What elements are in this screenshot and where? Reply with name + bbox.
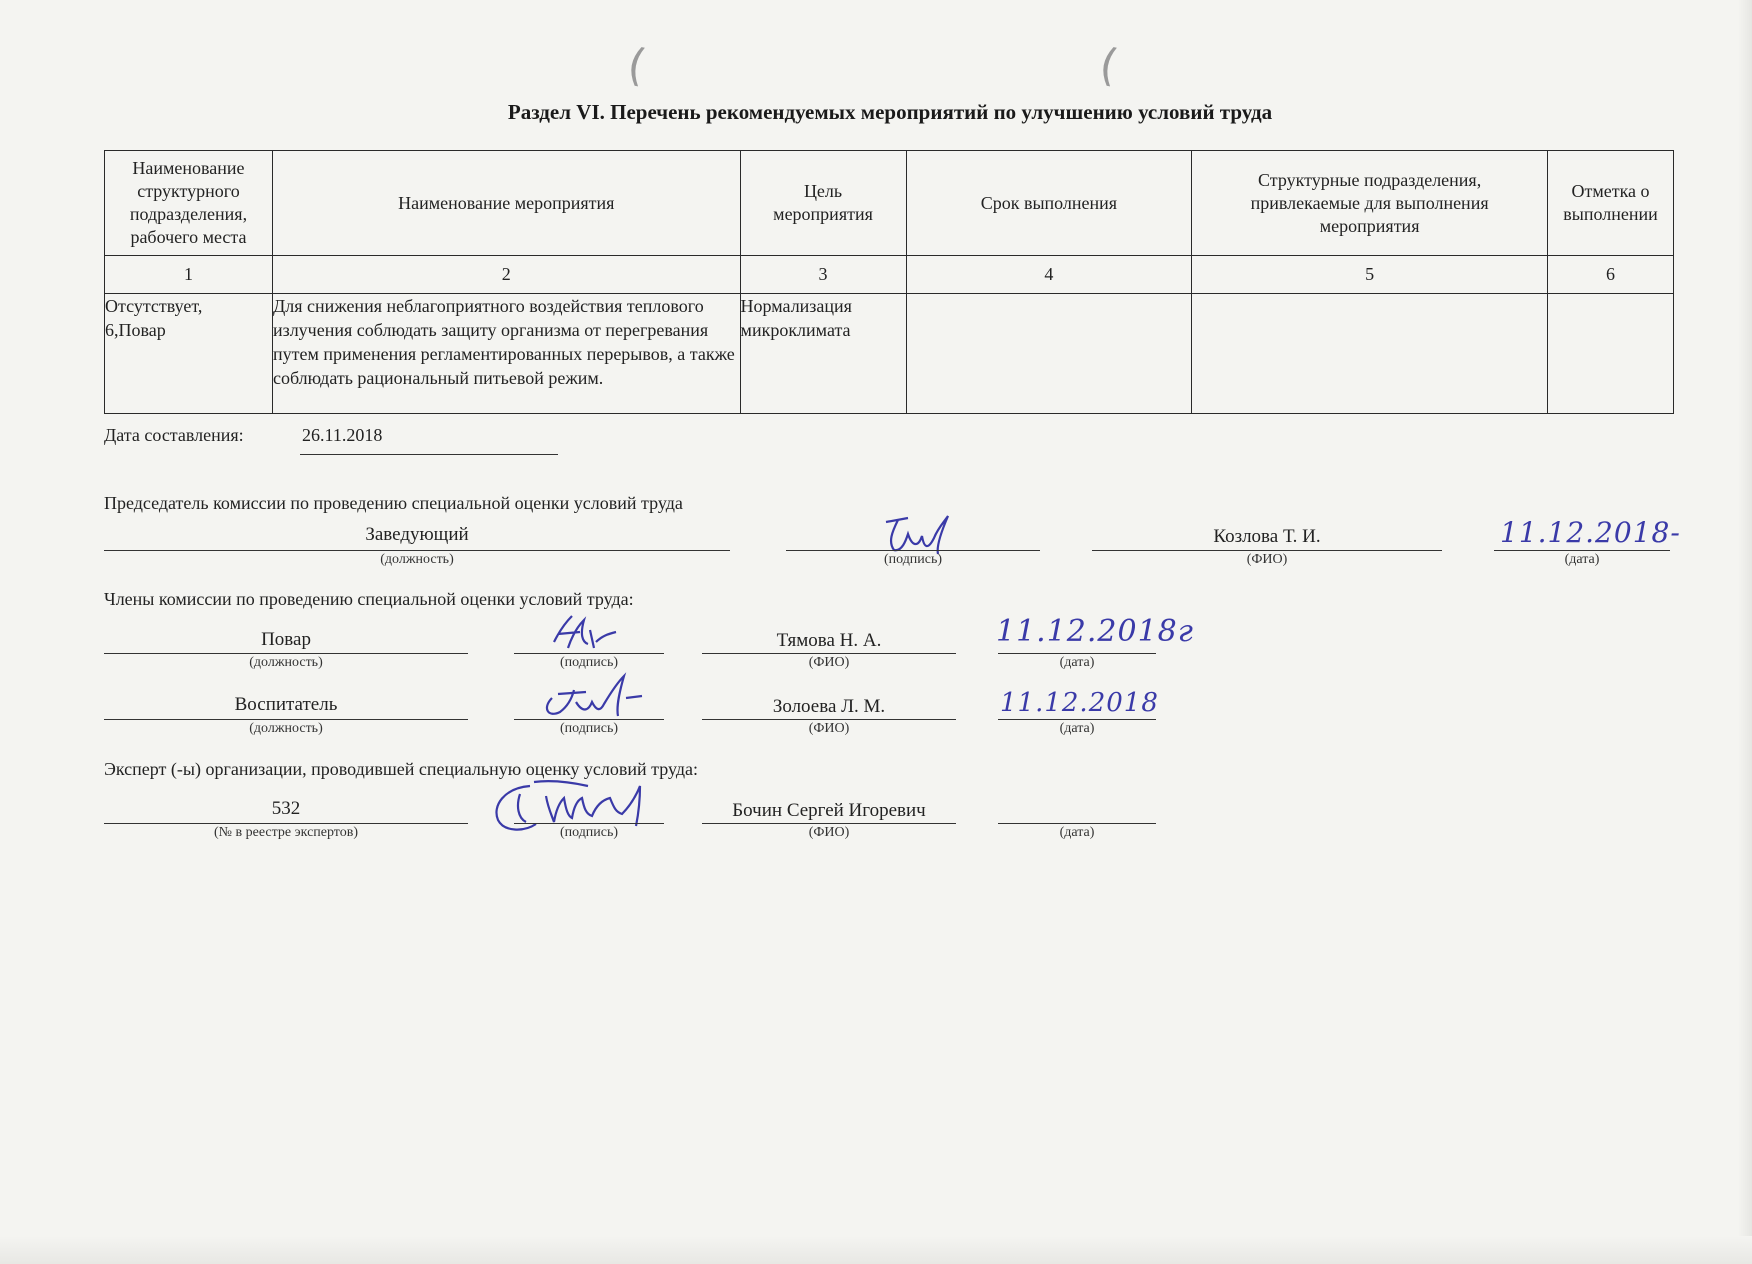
member-position-line — [104, 653, 468, 654]
caption-signature: (подпись) — [559, 825, 619, 840]
expert-reg-number: 532 — [271, 798, 301, 819]
column-number: 5 — [1192, 256, 1548, 294]
deadline-cell — [906, 294, 1192, 414]
caption-name: (ФИО) — [808, 825, 850, 840]
chairman-name: Козлова Т. И. — [1213, 526, 1321, 547]
caption-date: (дата) — [1059, 721, 1095, 736]
caption-position: (должность) — [380, 552, 454, 567]
column-number: 4 — [906, 256, 1192, 294]
caption-position: (должность) — [249, 721, 323, 736]
member-date-handwritten: 11.12.2018г — [996, 614, 1194, 649]
caption-signature: (подпись) — [559, 721, 619, 736]
member-name-line — [702, 653, 956, 654]
caption-signature: (подпись) — [883, 552, 943, 567]
header-cell: Наименование мероприятия — [272, 151, 740, 256]
punch-hole-mark-right: ( — [1095, 38, 1122, 93]
member-signature-line — [514, 653, 664, 654]
header-cell: Структурные подразделения, привлекаемые для выполнения мероприятия — [1192, 151, 1548, 256]
caption-name: (ФИО) — [808, 655, 850, 670]
member-position-line — [104, 719, 468, 720]
member-date-handwritten: 11.12.2018 — [1000, 688, 1159, 718]
column-number: 2 — [272, 256, 740, 294]
member-position: Воспитатель — [234, 694, 338, 715]
expert-signature-line — [514, 823, 664, 824]
chairman-date-line — [1494, 550, 1670, 551]
compile-date-value: 26.11.2018 — [302, 425, 383, 445]
caption-position: (должность) — [249, 655, 323, 670]
measure-cell: Для снижения неблагоприятного воздействия теплового излучения соблюдать защиту организма от перегревания путем применения регламентированных перерывов, а также соблюдать рациональный питьевой режим. — [272, 294, 740, 414]
column-number: 1 — [105, 256, 273, 294]
chairman-signature-line — [786, 550, 1040, 551]
expert-heading: Эксперт (-ы) организации, проводившей специальную оценку условий труда: — [104, 759, 699, 779]
header-cell: Цель мероприятия — [740, 151, 906, 256]
chairman-position: Заведующий — [365, 524, 469, 545]
table-row — [105, 294, 1674, 414]
caption-date: (дата) — [1059, 825, 1095, 840]
expert-date-line — [998, 823, 1156, 824]
caption-name: (ФИО) — [808, 721, 850, 736]
caption-expert-reg: (№ в реестре экспертов) — [213, 825, 359, 840]
member-name-line — [702, 719, 956, 720]
table-number-row — [105, 256, 1674, 294]
measures-table — [104, 150, 1674, 414]
punch-hole-mark-left: ( — [623, 38, 650, 93]
chairman-position-line — [104, 550, 730, 551]
departments-cell — [1192, 294, 1548, 414]
scan-edge-right — [1738, 0, 1752, 1264]
column-number: 3 — [740, 256, 906, 294]
compile-date-label: Дата составления: — [104, 425, 244, 445]
member-signature-line — [514, 719, 664, 720]
caption-date: (дата) — [1564, 552, 1600, 567]
member-date-line — [998, 653, 1156, 654]
workplace-cell: Отсутствует, 6,Повар — [105, 294, 273, 414]
member-name: Золоева Л. М. — [772, 696, 886, 717]
header-cell: Наименование структурного подразделения, рабочего места — [105, 151, 273, 256]
members-heading: Члены комиссии по проведению специальной оценки условий труда: — [104, 589, 634, 609]
caption-name: (ФИО) — [1246, 552, 1288, 567]
header-cell: Срок выполнения — [906, 151, 1192, 256]
table-header-row — [105, 151, 1674, 256]
mark-cell — [1548, 294, 1674, 414]
member-position: Повар — [261, 629, 311, 650]
compile-date-line — [300, 454, 558, 455]
caption-date: (дата) — [1059, 655, 1095, 670]
caption-signature: (подпись) — [559, 655, 619, 670]
header-cell: Отметка о выполнении — [1548, 151, 1674, 256]
chairman-heading: Председатель комиссии по проведению специальной оценки условий труда — [104, 493, 683, 513]
member-date-line — [998, 719, 1156, 720]
goal-cell: Нормализация микроклимата — [740, 294, 906, 414]
member-name: Тямова Н. А. — [776, 630, 882, 651]
column-number: 6 — [1548, 256, 1674, 294]
expert-name-line — [702, 823, 956, 824]
scan-edge-bottom — [0, 1236, 1752, 1264]
chairman-date-handwritten: 11.12.2018- — [1500, 516, 1681, 549]
expert-name: Бочин Сергей Игоревич — [732, 800, 926, 821]
section-title: Раздел VI. Перечень рекомендуемых мероприятий по улучшению условий труда — [507, 100, 1273, 124]
expert-reg-line — [104, 823, 468, 824]
chairman-name-line — [1092, 550, 1442, 551]
